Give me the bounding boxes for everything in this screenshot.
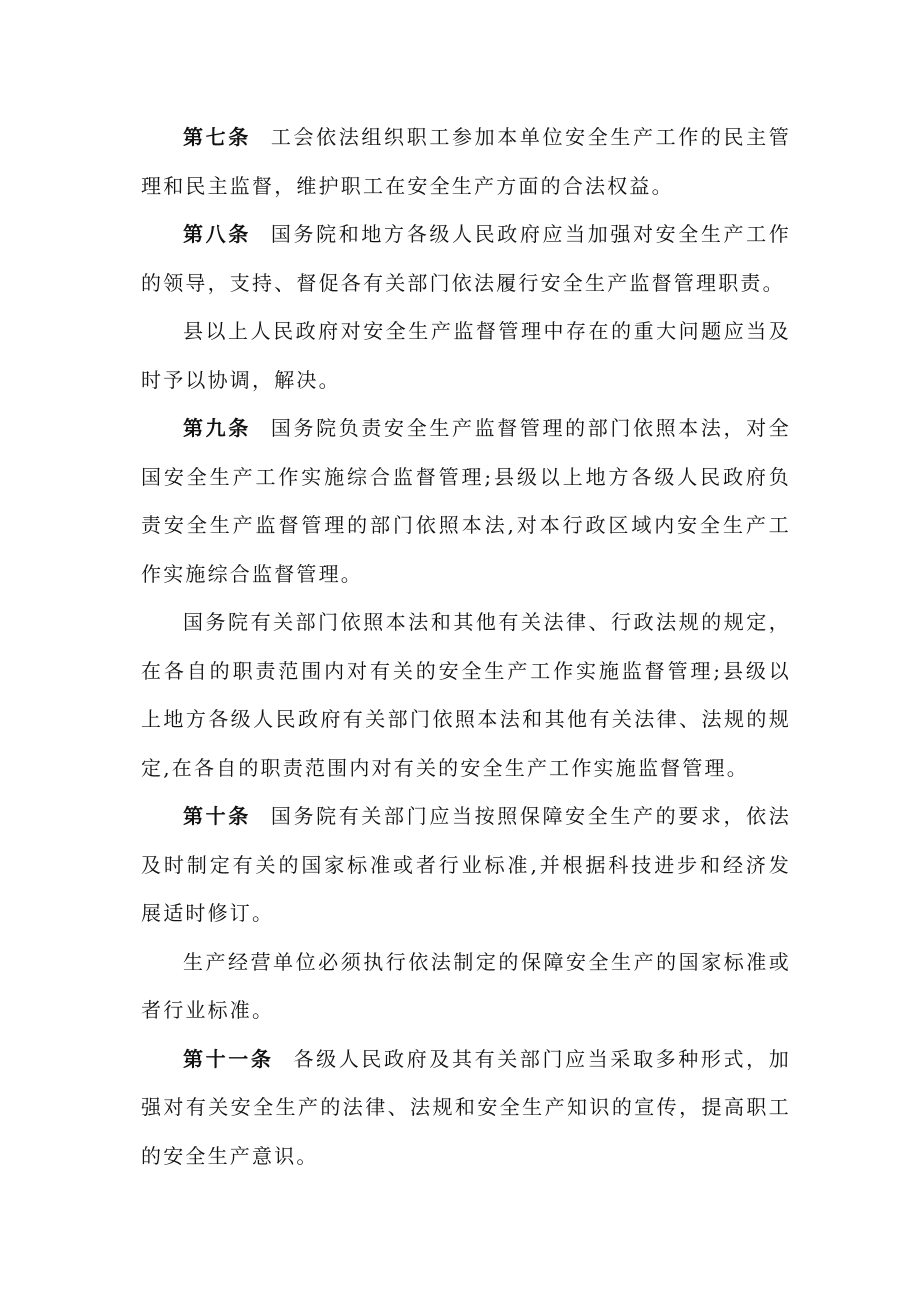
paragraph-text: 国务院和地方各级人民政府应当加强对安全生产工作的领导，支持、督促各有关部门依法履行安全生产监督管理职责。 <box>141 222 791 295</box>
paragraph-text: 各级人民政府及其有关部门应当采取多种形式，加强对有关安全生产的法律、法规和安全生产知识的宣传，提高职工的安全生产意识。 <box>141 1046 791 1168</box>
article-number: 第七条 <box>183 125 251 149</box>
paragraph-article-9-clause-2 <box>141 598 791 792</box>
paragraph-text: 工会依法组织职工参加本单位安全生产工作的民主管理和民主监督，维护职工在安全生产方面的合法权益。 <box>141 125 791 198</box>
paragraph-text: 国务院有关部门依照本法和其他有关法律、行政法规的规定，在各自的职责范围内对有关的安全生产工作实施监督管理;县级以上地方各级人民政府有关部门依照本法和其他有关法律、法规的规定,在各自的职责范围内对有关的安全生产工作实施监督管理。 <box>141 610 791 780</box>
paragraph-text: 县以上人民政府对安全生产监督管理中存在的重大问题应当及时予以协调，解决。 <box>141 319 791 392</box>
article-number: 第八条 <box>183 222 251 246</box>
paragraph-text: 国务院有关部门应当按照保障安全生产的要求，依法及时制定有关的国家标准或者行业标准,并根据科技进步和经济发展适时修订。 <box>141 804 791 925</box>
document-page <box>141 113 791 1180</box>
paragraph-article-10-clause-2 <box>141 938 791 1035</box>
paragraph-article-8-clause-2 <box>141 307 791 404</box>
paragraph-text: 国务院负责安全生产监督管理的部门依照本法，对全国安全生产工作实施综合监督管理;县级以上地方各级人民政府负责安全生产监督管理的部门依照本法,对本行政区域内安全生产工作实施综合监督管理。 <box>141 416 791 586</box>
paragraph-article-11 <box>141 1035 791 1181</box>
article-number: 第九条 <box>183 416 251 440</box>
article-number: 第十一条 <box>183 1046 274 1071</box>
paragraph-article-9 <box>141 404 791 598</box>
article-number: 第十条 <box>183 804 251 828</box>
paragraph-article-7 <box>141 113 791 210</box>
paragraph-article-8 <box>141 210 791 307</box>
paragraph-text: 生产经营单位必须执行依法制定的保障安全生产的国家标准或者行业标准。 <box>141 949 791 1022</box>
paragraph-article-10 <box>141 792 791 938</box>
